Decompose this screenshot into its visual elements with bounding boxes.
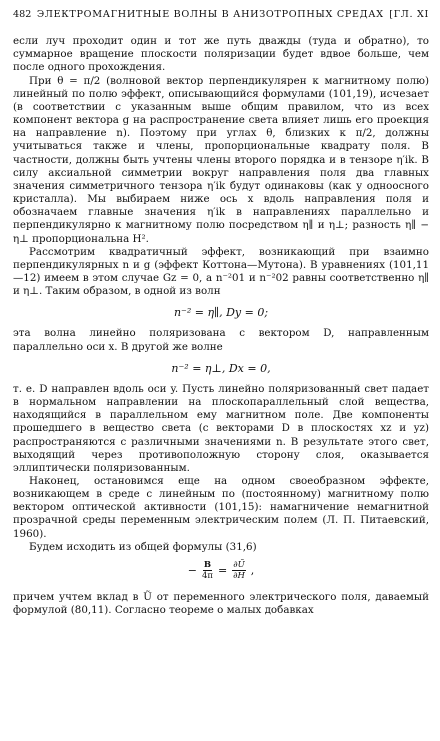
eq3-equals: = — [217, 563, 228, 577]
paragraph-7: Будем исходить из общей формулы (31,6) — [29, 540, 257, 553]
eq3-den-left: 4π — [201, 570, 213, 581]
paragraph-8: причем учтем вклад в Ũ от переменного электрического поля, даваемый формулой (80,11). Согласно теореме о малых добавках — [13, 590, 429, 617]
eq3-fraction-right — [232, 560, 246, 581]
eq3-den-right: ∂H — [233, 570, 245, 581]
eq3-fraction-left — [202, 560, 213, 581]
paragraph-6: Наконец, остановимся еще на одном своеобразном эффекте, возникающем в среде с линейным по (постоянному) магнитному полю вектором оптической активности (101,15): намагничение немагнитной прозрачной среды переменным электрическим полем (Л. П. Питаевский, 1960). — [13, 475, 429, 540]
paragraph-4: эта волна линейно поляризована с вектором D, направленным параллельно оси x. В другой же волне — [13, 327, 429, 353]
eq3-comma: , — [250, 563, 255, 577]
equation-1: n⁻² = η∥, Dy = 0; — [173, 306, 269, 320]
paragraph-5: т. е. D направлен вдоль оси y. Пусть линейно поляризованный свет падает в нормальном направлении на плоскопараллельный слой вещества, находящийся в параллельном ему магнитном поле. Две компоненты прошедшего в вещество света (с векторами D в плоскостях xz и yz) распространяются с различными значениями n. В результате этого свет, выходящий через противоположную сторону слоя, оказывается эллиптически поляризованным. — [13, 382, 429, 474]
paragraph-1: если луч проходит один и тот же путь дважды (туда и обратно), то суммарное вращение плоскости поляризации будет вдвое больше, чем после одного прохождения. — [13, 35, 429, 74]
eq3-num-right: ∂Ũ — [233, 559, 245, 570]
page-number: 482 — [13, 9, 32, 20]
eq3-minus: − — [187, 563, 197, 577]
eq3-num-left: B — [203, 559, 212, 570]
equation-3 — [13, 560, 429, 581]
equation-2: n⁻² = η⊥, Dx = 0, — [171, 361, 271, 375]
page-header — [13, 8, 429, 21]
paragraph-2: При θ = π/2 (волновой вектор перпендикулярен к магнитному полю) линейный по полю эффект, описывающийся формулами (101,19), исчезает (в соответствии с указанным выше общим правилом, что из всех компонент вектора g на распространение света влияет лишь его проекция на направление n). Поэтому при углах θ, близких к π/2, должны учитываться также и члены, пропорциональные квадрату поля. В частности, должны быть учтены члены второго порядка и в тензоре η′ik. В силу аксиальной симметрии вокруг направления поля два главных значения симметричного тензора η′ik будут одинаковы (как у одноосного кристалла). Мы выбираем ниже ось x вдоль направления поля и обозначаем главные значения η′ik в направлениях параллельно и перпендикулярно к магнитному полю посредством η∥ и η⊥; разность η∥ − η⊥ пропорциональна H². — [13, 74, 429, 245]
running-title: ЭЛЕКТРОМАГНИТНЫЕ ВОЛНЫ В АНИЗОТРОПНЫХ СРЕДАХ — [36, 9, 384, 20]
paragraph-3: Рассмотрим квадратичный эффект, возникающий при взаимно перпендикулярных n и g (эффект Коттона—Мутона). В уравнениях (101,11—12) имеем в этом случае Gz = 0, а n⁻²01 и n⁻²02 равны соответственно η∥ и η⊥. Таким образом, в одной из волн — [13, 245, 429, 298]
chapter-label: [ГЛ. XI — [389, 9, 429, 20]
